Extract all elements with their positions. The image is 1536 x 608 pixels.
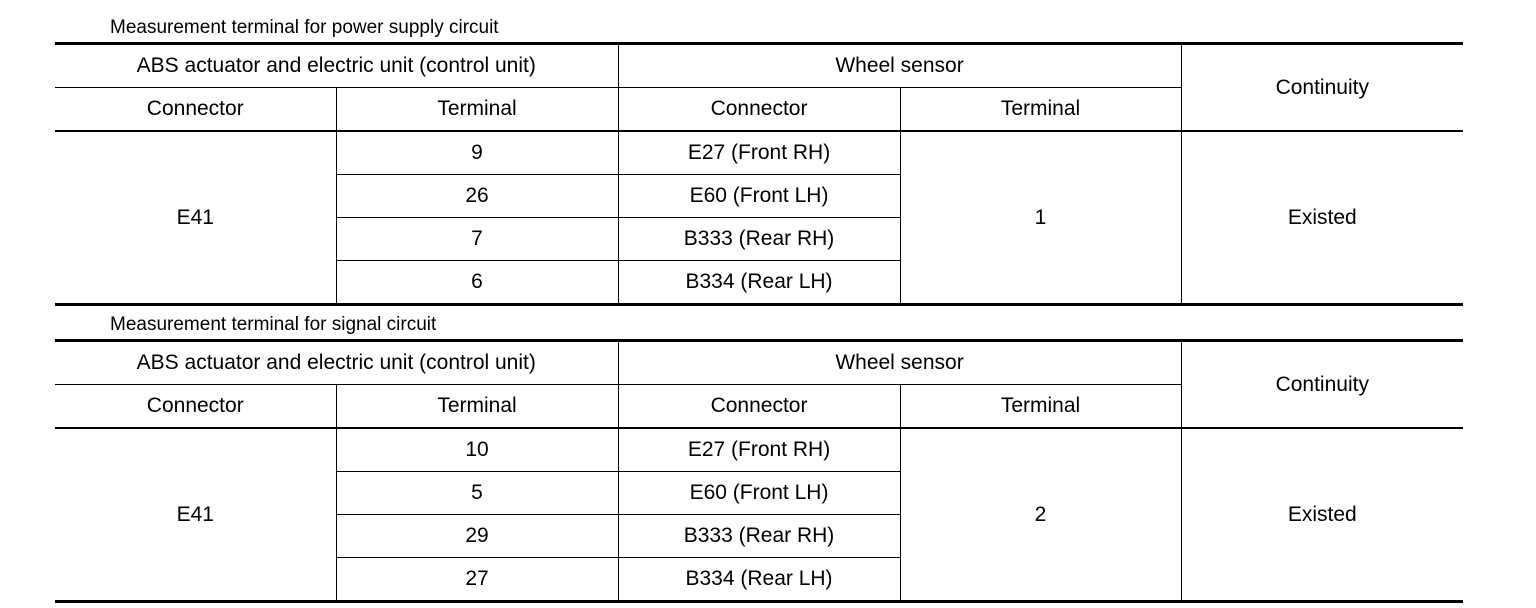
header-wheel-sensor: Wheel sensor bbox=[618, 44, 1181, 88]
sensor-connector-cell: E60 (Front LH) bbox=[618, 472, 900, 515]
sensor-connector-cell: B333 (Rear RH) bbox=[618, 218, 900, 261]
unit-terminal-cell: 5 bbox=[336, 472, 618, 515]
unit-terminal-cell: 29 bbox=[336, 515, 618, 558]
sensor-connector-cell: E27 (Front RH) bbox=[618, 428, 900, 472]
header-row bbox=[55, 44, 1463, 88]
header-control-unit: ABS actuator and electric unit (control unit) bbox=[55, 44, 618, 88]
sensor-terminal-cell: 2 bbox=[900, 428, 1181, 602]
signal-terminal-table bbox=[55, 339, 1463, 603]
power-supply-terminal-table bbox=[55, 42, 1463, 306]
table-row bbox=[55, 131, 1463, 175]
header-unit-connector: Connector bbox=[55, 385, 336, 429]
sensor-connector-cell: B334 (Rear LH) bbox=[618, 558, 900, 602]
header-row bbox=[55, 341, 1463, 385]
header-sensor-terminal: Terminal bbox=[900, 88, 1181, 132]
unit-terminal-cell: 6 bbox=[336, 261, 618, 305]
unit-connector-cell: E41 bbox=[55, 131, 336, 305]
sensor-connector-cell: E27 (Front RH) bbox=[618, 131, 900, 175]
header-control-unit: ABS actuator and electric unit (control unit) bbox=[55, 341, 618, 385]
table-row bbox=[55, 428, 1463, 472]
header-continuity: Continuity bbox=[1181, 341, 1463, 429]
header-wheel-sensor: Wheel sensor bbox=[618, 341, 1181, 385]
sensor-connector-cell: E60 (Front LH) bbox=[618, 175, 900, 218]
unit-connector-cell: E41 bbox=[55, 428, 336, 602]
unit-terminal-cell: 27 bbox=[336, 558, 618, 602]
header-sensor-connector: Connector bbox=[618, 88, 900, 132]
unit-terminal-cell: 10 bbox=[336, 428, 618, 472]
header-unit-terminal: Terminal bbox=[336, 88, 618, 132]
continuity-cell: Existed bbox=[1181, 428, 1463, 602]
header-unit-terminal: Terminal bbox=[336, 385, 618, 429]
unit-terminal-cell: 26 bbox=[336, 175, 618, 218]
sensor-connector-cell: B334 (Rear LH) bbox=[618, 261, 900, 305]
unit-terminal-cell: 7 bbox=[336, 218, 618, 261]
section-caption-power-supply: Measurement terminal for power supply circuit bbox=[110, 17, 499, 38]
header-sensor-connector: Connector bbox=[618, 385, 900, 429]
continuity-cell: Existed bbox=[1181, 131, 1463, 305]
section-caption-signal: Measurement terminal for signal circuit bbox=[110, 314, 437, 335]
header-continuity: Continuity bbox=[1181, 44, 1463, 132]
header-sensor-terminal: Terminal bbox=[900, 385, 1181, 429]
header-unit-connector: Connector bbox=[55, 88, 336, 132]
unit-terminal-cell: 9 bbox=[336, 131, 618, 175]
sensor-terminal-cell: 1 bbox=[900, 131, 1181, 305]
sensor-connector-cell: B333 (Rear RH) bbox=[618, 515, 900, 558]
